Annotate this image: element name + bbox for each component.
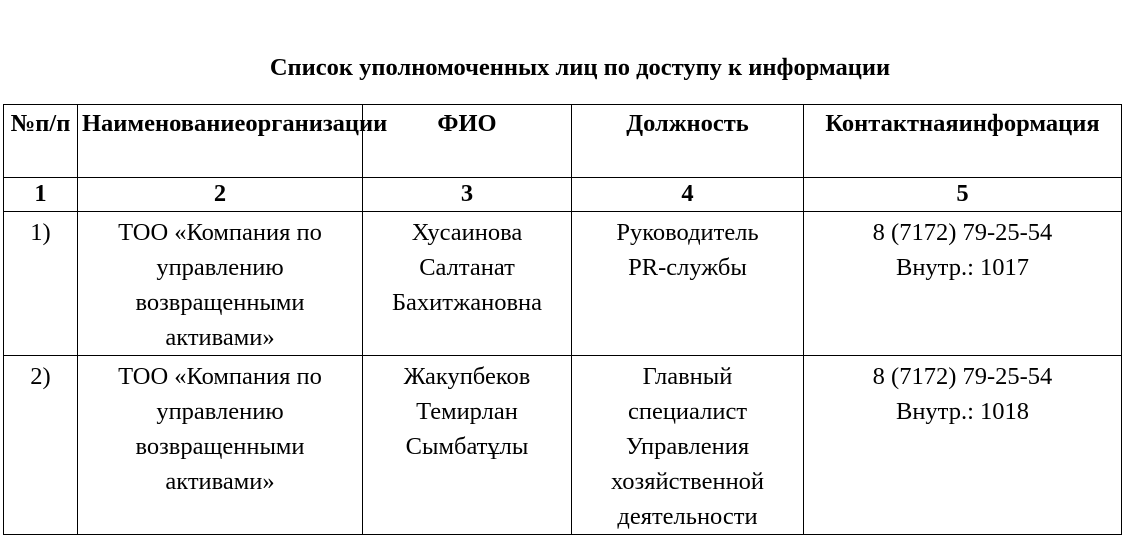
cell-line: возвращенными xyxy=(135,433,305,460)
cell-line: Управления xyxy=(625,433,750,460)
header-position xyxy=(572,105,804,178)
extension: Внутр.: 1017 xyxy=(895,254,1029,281)
header-text: Контактная xyxy=(825,110,959,137)
header-number xyxy=(4,105,78,178)
header-contact xyxy=(804,105,1122,178)
cell-line: Сымбатұлы xyxy=(405,433,529,460)
fio-cell xyxy=(363,356,572,535)
cell-line: управлению xyxy=(156,398,284,425)
row-number: 1) xyxy=(4,212,78,356)
cell-line: хозяйственной xyxy=(610,468,765,495)
organization-cell xyxy=(78,356,363,535)
cell-line: ТОО «Компания по xyxy=(118,219,322,246)
header-fio xyxy=(363,105,572,178)
column-number: 3 xyxy=(363,178,572,212)
column-number: 5 xyxy=(804,178,1122,212)
table-row xyxy=(4,212,1122,356)
contact-cell xyxy=(804,356,1122,535)
phone-number: 8 (7172) 79-25-54 xyxy=(872,363,1053,390)
cell-line: управлению xyxy=(156,254,284,281)
cell-line: активами» xyxy=(165,468,275,495)
column-number-row xyxy=(4,178,1122,212)
header-organization xyxy=(78,105,388,178)
column-number: 2 xyxy=(78,178,363,212)
column-number: 1 xyxy=(4,178,78,212)
extension: Внутр.: 1018 xyxy=(895,398,1029,425)
position-cell xyxy=(572,356,804,535)
authorized-persons-table xyxy=(3,104,1122,535)
cell-line: Жакупбеков xyxy=(403,363,531,390)
cell-line: Салтанат xyxy=(419,254,515,281)
table-row xyxy=(4,356,1122,535)
header-row xyxy=(4,105,1122,178)
phone-number: 8 (7172) 79-25-54 xyxy=(872,219,1053,246)
cell-line: PR-службы xyxy=(628,254,747,281)
cell-line: Руководитель xyxy=(616,219,759,246)
cell-line: возвращенными xyxy=(135,289,305,316)
header-text: информация xyxy=(958,110,1100,137)
header-text: № xyxy=(10,110,36,137)
column-number: 4 xyxy=(572,178,804,212)
fio-cell xyxy=(363,212,572,356)
row-number: 2) xyxy=(4,356,78,535)
cell-line: активами» xyxy=(165,324,275,351)
header-text: ФИО xyxy=(437,110,497,137)
cell-line: ТОО «Компания по xyxy=(118,363,322,390)
header-text: п/п xyxy=(35,110,71,137)
organization-cell xyxy=(78,212,363,356)
position-cell xyxy=(572,212,804,356)
header-text: организации xyxy=(245,110,388,137)
cell-line: деятельности xyxy=(617,503,758,530)
cell-line: специалист xyxy=(627,398,748,425)
header-text: Наименование xyxy=(82,110,246,137)
document-title: Список уполномоченных лиц по доступу к информации xyxy=(269,54,891,81)
header-text: Должность xyxy=(626,110,749,137)
contact-cell xyxy=(804,212,1122,356)
cell-line: Хусаинова xyxy=(411,219,523,246)
cell-line: Темирлан xyxy=(416,398,518,425)
cell-line: Бахитжановна xyxy=(391,289,543,316)
cell-line: Главный xyxy=(642,363,733,390)
